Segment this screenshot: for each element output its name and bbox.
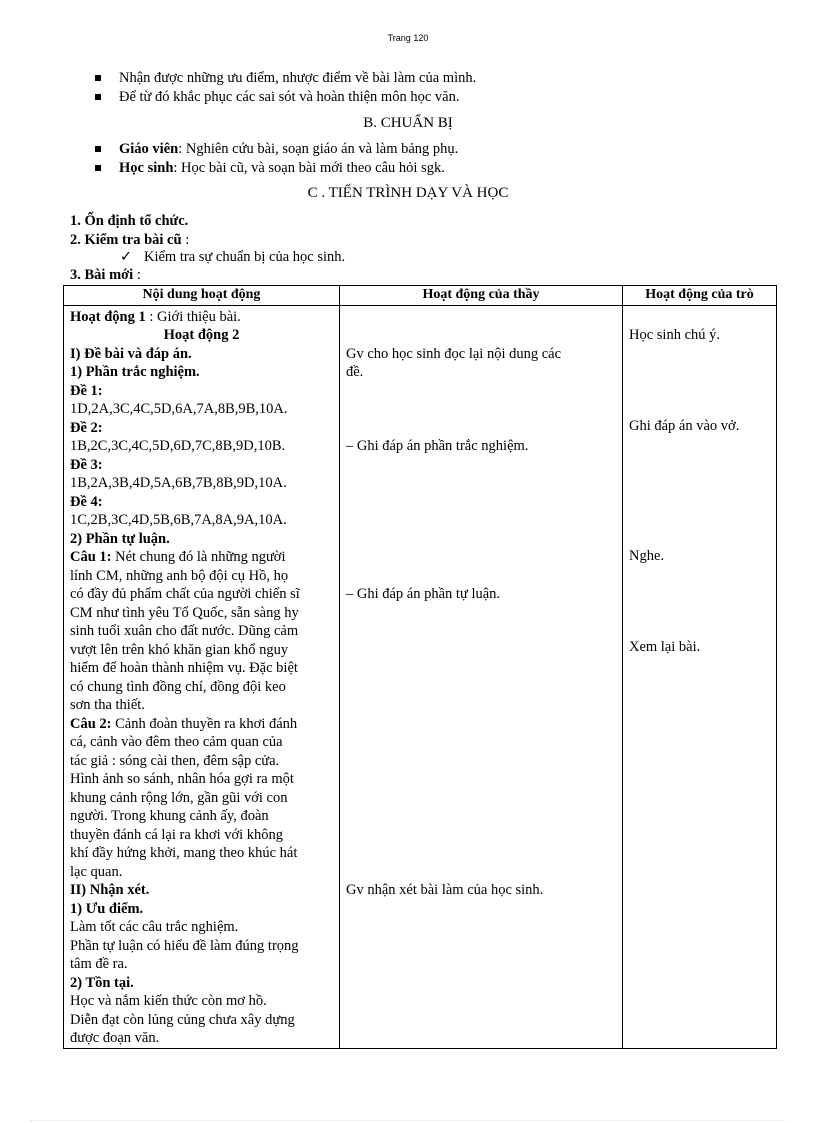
exam-4-answers: 1C,2B,3C,4D,5B,6B,7A,8A,9A,10A. <box>70 512 287 528</box>
exam-3-label: Đề 3: <box>70 456 103 473</box>
question-1-line: hiểm để hoàn thành nhiệm vụ. Đặc biệt <box>70 660 298 676</box>
question-2-line: lạc quan. <box>70 863 123 880</box>
step-3: 3. Bài mới : <box>70 267 141 283</box>
lesson-table <box>63 285 777 1049</box>
question-2-line: khung cảnh rộng lớn, gần gũi với con <box>70 789 288 806</box>
step-2: 2. Kiểm tra bài cũ : <box>70 232 190 248</box>
preparation-list <box>95 140 458 178</box>
goal-item: Để từ đó khắc phục các sai sót và hoàn thiện môn học văn. <box>95 88 476 107</box>
teacher-activity-3: – Ghi đáp án phần tự luận. <box>346 586 501 602</box>
preparation-item-teacher <box>95 140 458 159</box>
multiple-choice-title: 1) Phần trắc nghiệm. <box>70 364 200 380</box>
page-bottom-divider <box>30 1120 786 1121</box>
goals-list <box>95 69 476 107</box>
essay-title: 2) Phần tự luận. <box>70 530 170 547</box>
question-1-line: CM như tình yêu Tổ Quốc, sẵn sàng hy <box>70 604 299 621</box>
content-cell <box>64 305 340 1048</box>
section-c-title: C . TIẾN TRÌNH DẠY VÀ HỌC <box>307 185 509 201</box>
teacher-activity-1-cont: đề. <box>346 364 364 380</box>
strengths-title: 1) Ưu điểm. <box>70 900 144 917</box>
teacher-text: : Nghiên cứu bài, soạn giáo án và làm bảng phụ. <box>178 141 459 157</box>
question-1-line: vượt lên trên khó khăn gian khổ nguy <box>70 641 289 658</box>
teacher-label: Giáo viên <box>119 141 179 157</box>
question-2-line: khí đầy hứng khởi, mang theo khúc hát <box>70 845 298 861</box>
teacher-activity-2: – Ghi đáp án phần trắc nghiệm. <box>346 437 529 454</box>
question-2-line: thuyền đánh cá lại ra khơi với không <box>70 826 284 843</box>
table-header-row <box>64 286 777 306</box>
strengths-line: tâm đề ra. <box>70 956 128 972</box>
question-2-line: Hình ảnh so sánh, nhân hóa gợi ra một <box>70 771 294 787</box>
weaknesses-line: Học và nắm kiến thức còn mơ hồ. <box>70 993 267 1009</box>
goal-item: Nhận được những ưu điểm, nhược điểm về bài làm của mình. <box>95 69 476 88</box>
checkmark-icon: ✓ <box>120 249 133 265</box>
teacher-activity-1: Gv cho học sinh đọc lại nội dung các <box>346 345 562 362</box>
question-1-line: Câu 1: Nét chung đó là những người <box>70 549 286 565</box>
weaknesses-line: được đoạn văn. <box>70 1030 160 1046</box>
question-2-line: cá, cảnh vào đêm theo cảm quan của <box>70 734 283 750</box>
exam-2-label: Đề 2: <box>70 419 103 436</box>
question-1-line: sơn tha thiết. <box>70 697 145 713</box>
student-text: : Học bài cũ, và soạn bài mới theo câu hỏi sgk. <box>173 160 445 176</box>
preparation-item-student <box>95 159 458 178</box>
weaknesses-line: Diễn đạt còn lủng củng chưa xây dựng <box>70 1011 295 1028</box>
question-1-line: có đầy đủ phẩm chất của người chiến sĩ <box>70 586 300 602</box>
exam-1-answers: 1D,2A,3C,4C,5D,6A,7A,8B,9B,10A. <box>70 401 288 417</box>
teacher-activity-4: Gv nhận xét bài làm của học sinh. <box>346 881 544 898</box>
question-2-line: tác giả : sóng cài then, đêm sập cửa. <box>70 752 280 769</box>
exam-4-label: Đề 4: <box>70 493 103 510</box>
question-2-line: người. Trong khung cảnh ấy, đoàn <box>70 808 269 824</box>
strengths-line: Làm tốt các câu trắc nghiệm. <box>70 919 239 935</box>
question-1-line: sinh tuổi xuân cho đất nước. Dũng cảm <box>70 623 299 639</box>
table-row <box>64 305 777 1048</box>
question-1-line: lính CM, những anh bộ đội cụ Hồ, họ <box>70 567 289 584</box>
teacher-cell <box>340 305 623 1048</box>
part-1-title: I) Đề bài và đáp án. <box>70 345 192 362</box>
student-activity-1: Học sinh chú ý. <box>629 326 721 343</box>
header-content: Nội dung hoạt động <box>64 286 340 306</box>
exam-1-label: Đề 1: <box>70 382 103 399</box>
student-label: Học sinh <box>119 160 174 176</box>
header-student: Hoạt động của trò <box>623 286 777 306</box>
exam-3-answers: 1B,2A,3B,4D,5A,6B,7B,8B,9D,10A. <box>70 475 287 491</box>
review-title: II) Nhận xét. <box>70 882 150 898</box>
page-number: Trang 120 <box>387 33 429 43</box>
strengths-line: Phần tự luận có hiểu đề làm đúng trọng <box>70 937 299 954</box>
header-teacher: Hoạt động của thầy <box>340 286 623 306</box>
check-item: ✓ Kiểm tra sự chuẩn bị của học sinh. <box>120 249 346 265</box>
student-activity-3: Nghe. <box>629 547 665 564</box>
step-1: 1. Ổn định tổ chức. <box>70 213 189 229</box>
question-1-line: có chung tình đồng chí, đồng đội keo <box>70 678 286 695</box>
question-2-line: Câu 2: Cảnh đoàn thuyền ra khơi đánh <box>70 715 298 732</box>
student-activity-4: Xem lại bài. <box>629 639 701 655</box>
section-b-title: B. CHUẨN BỊ <box>363 115 453 131</box>
student-activity-2: Ghi đáp án vào vở. <box>629 418 740 434</box>
student-cell <box>623 305 777 1048</box>
activity-1: Hoạt động 1 : Giới thiệu bài. <box>70 308 241 325</box>
exam-2-answers: 1B,2C,3C,4C,5D,6D,7C,8B,9D,10B. <box>70 438 286 454</box>
weaknesses-title: 2) Tồn tại. <box>70 974 134 991</box>
activity-2-title: Hoạt động 2 <box>163 327 240 343</box>
